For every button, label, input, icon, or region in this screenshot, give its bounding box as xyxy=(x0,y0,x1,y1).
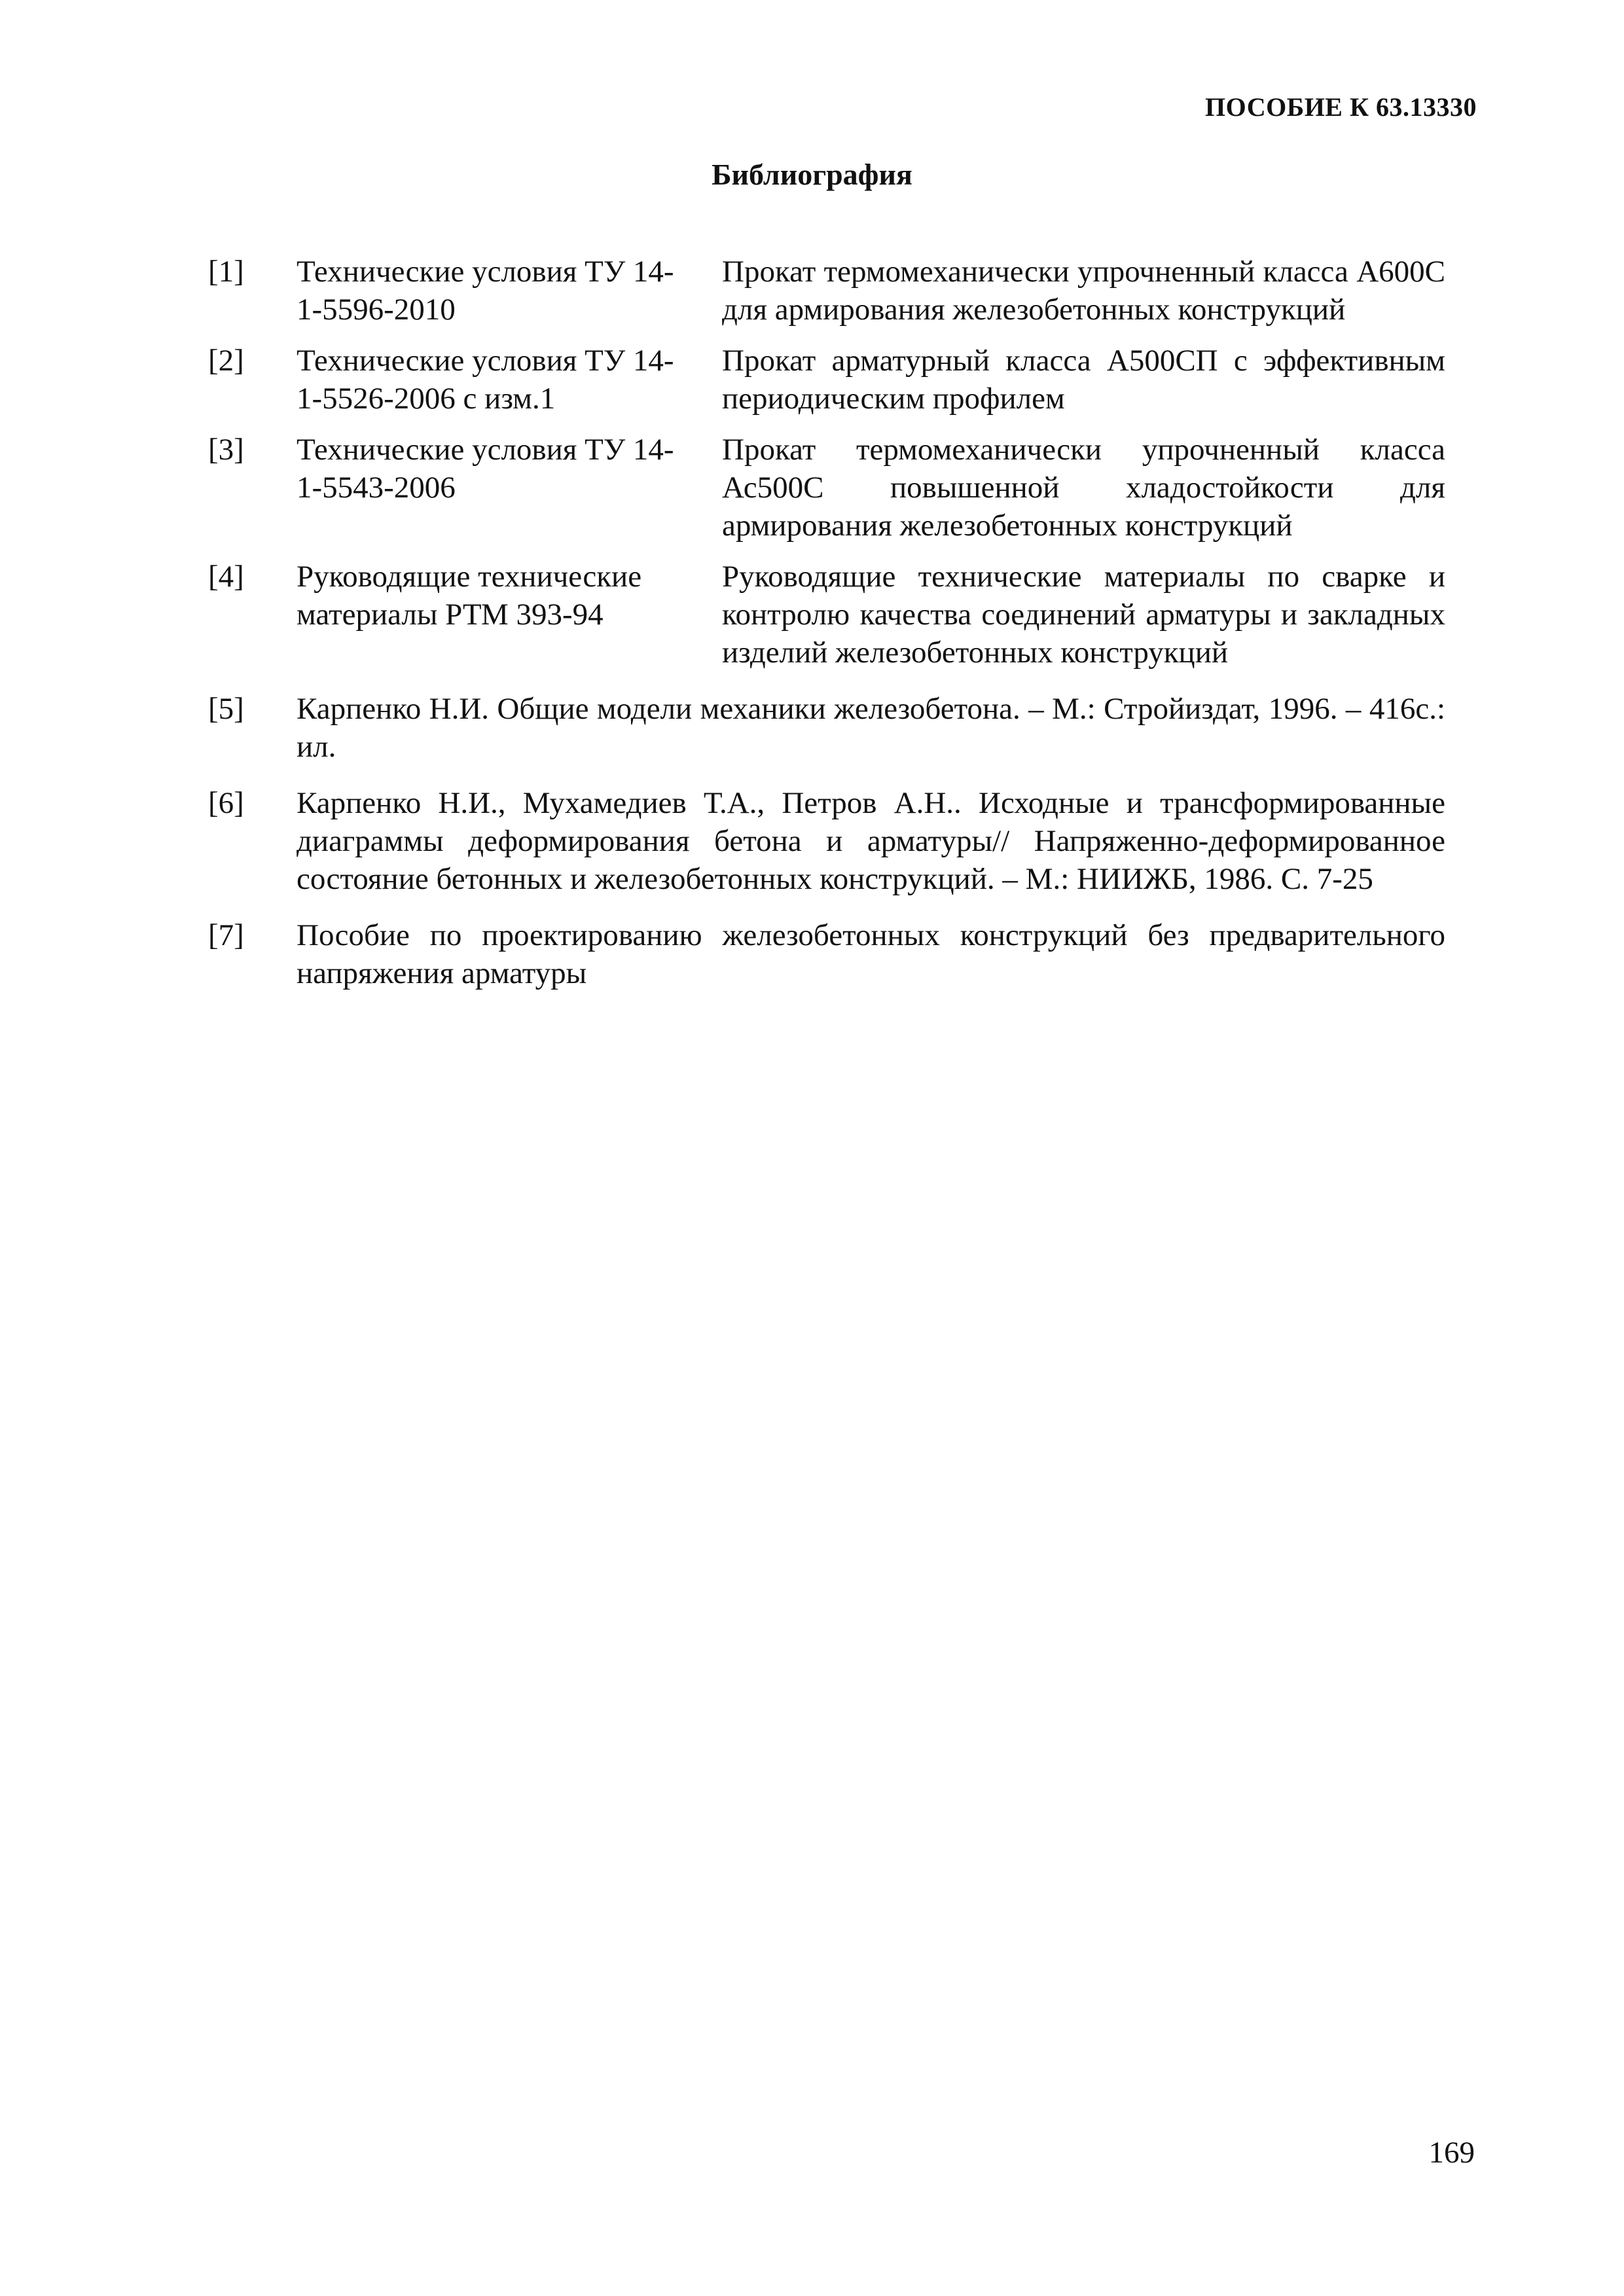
page-number: 169 xyxy=(1428,2136,1475,2170)
entry-source: Технические условия ТУ 14- 1-5526-2006 с изм.1 xyxy=(297,344,674,416)
entry-source: Технические условия ТУ 14- 1-5596-2010 xyxy=(297,255,674,327)
entry-text: Карпенко Н.И., Мухамедиев Т.А., Петров А.Н.. Исходные и трансформированные диаграммы деформирования бетона и арматуры// Напряженно-деформированное состояние бетонных и железобетонных конструкций. – М.: НИИЖБ, 1986. С. 7-25 xyxy=(297,786,1445,896)
entry-number: [5] xyxy=(208,692,244,726)
entry-number: [7] xyxy=(208,918,244,952)
bibliography-entry-4 xyxy=(208,558,1445,672)
bibliography-entry-6 xyxy=(208,784,1445,898)
entry-number: [2] xyxy=(208,344,244,378)
document-code-header: ПОСОБИЕ К 63.13330 xyxy=(1205,92,1477,122)
page-title: Библиография xyxy=(712,158,912,191)
bibliography-entry-5 xyxy=(208,690,1445,766)
entry-number: [6] xyxy=(208,786,244,820)
entry-description: Прокат арматурный класса А500СП с эффективным периодическим профилем xyxy=(722,344,1445,416)
entry-number: [1] xyxy=(208,255,244,289)
entry-number: [3] xyxy=(208,433,244,467)
bibliography-list xyxy=(208,253,1445,992)
entry-source: Руководящие технические материалы РТМ 393-94 xyxy=(297,560,642,632)
bibliography-entry-3 xyxy=(208,431,1445,545)
entry-source: Технические условия ТУ 14- 1-5543-2006 xyxy=(297,433,674,505)
entry-description: Руководящие технические материалы по сварке и контролю качества соединений арматуры и закладных изделий железобетонных конструкций xyxy=(722,560,1445,670)
bibliography-entry-7 xyxy=(208,916,1445,992)
entry-description: Прокат термомеханически упрочненный класса А600С для армирования железобетонных конструкций xyxy=(722,255,1445,327)
entry-number: [4] xyxy=(208,560,244,594)
entry-text: Пособие по проектированию железобетонных конструкций без предварительного напряжения арматуры xyxy=(297,918,1445,990)
bibliography-entry-2 xyxy=(208,342,1445,418)
entry-description: Прокат термомеханически упрочненный класса Ас500С повышенной хладостойкости для армирования железобетонных конструкций xyxy=(722,433,1445,543)
bibliography-entry-1 xyxy=(208,253,1445,329)
entry-text: Карпенко Н.И. Общие модели механики железобетона. – М.: Стройиздат, 1996. – 416с.: ил. xyxy=(297,692,1445,764)
